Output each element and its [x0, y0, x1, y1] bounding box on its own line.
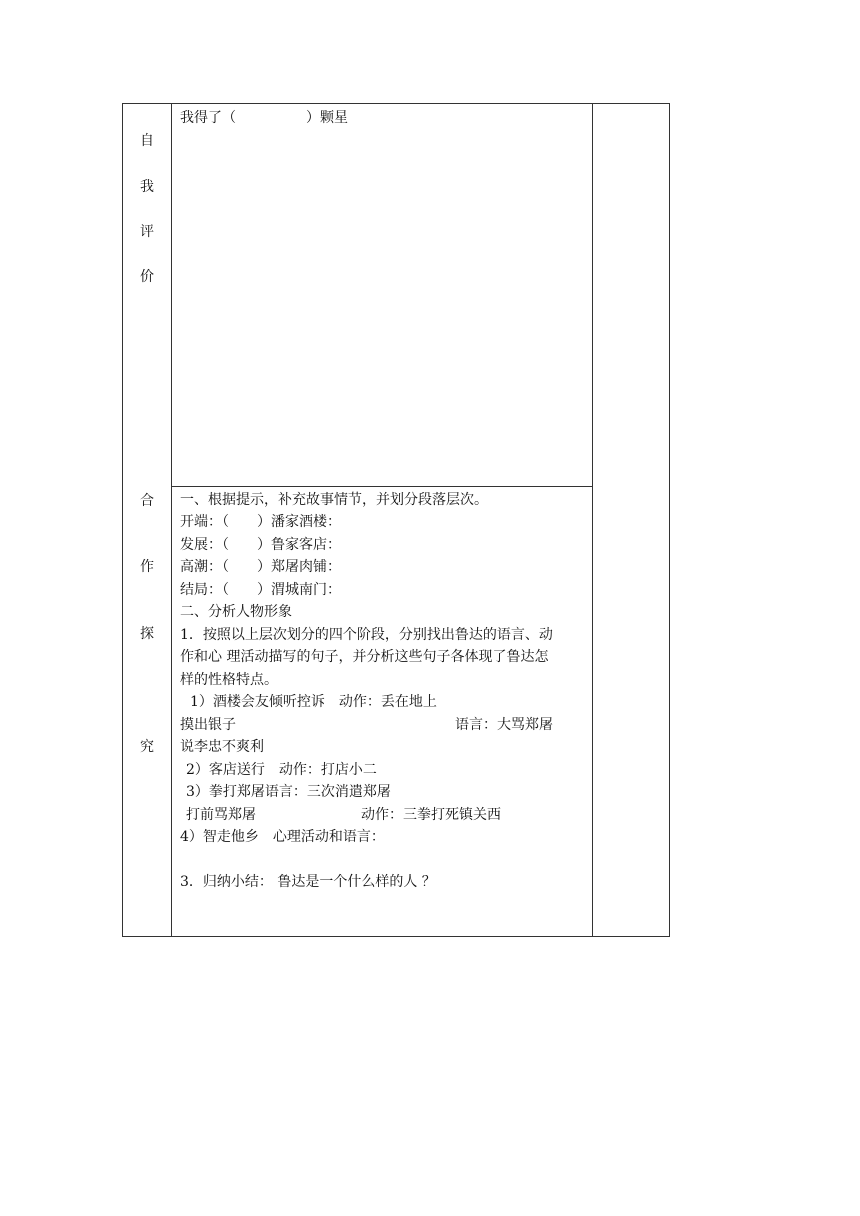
table-col-divider-1	[171, 103, 172, 937]
stage-four-heading: 4）智走他乡 心理活动和语言：	[180, 829, 385, 845]
stage-three-action: 动作：三拳打死镇关西	[361, 807, 501, 823]
table-border-bottom	[122, 936, 670, 937]
stage-one-speech-detail: 说李忠不爽利	[180, 739, 264, 755]
self-eval-label-char-4: 价	[140, 269, 154, 285]
stage-three-speech-detail: 打前骂郑屠	[186, 807, 256, 823]
plot-climax: 高潮：（ ）郑屠肉铺：	[180, 559, 341, 575]
self-eval-label-char-3: 评	[140, 224, 154, 240]
plot-opening: 开端：（ ）潘家酒楼：	[180, 514, 341, 530]
question-one-line-1: 1．按照以上层次划分的四个阶段，分别找出鲁达的语言、动	[180, 627, 553, 643]
coop-label-char-1: 合	[140, 493, 154, 509]
self-eval-label-char-2: 我	[140, 179, 154, 195]
stage-three-speech: 3）拳打郑屠语言：三次消遣郑屠	[186, 784, 391, 800]
question-one-line-2: 作和心 理活动描写的句子，并分析这些句子各体现了鲁达怎	[180, 649, 549, 665]
task-one-heading: 一、根据提示，补充故事情节，并划分段落层次。	[180, 492, 488, 508]
plot-development: 发展：（ ）鲁家客店：	[180, 537, 341, 553]
table-row-divider	[171, 486, 593, 487]
stage-two-action: 2）客店送行 动作：打店小二	[186, 762, 377, 778]
stage-one-action: 1）酒楼会友倾听控诉 动作：丢在地上	[190, 694, 437, 710]
coop-label-char-3: 探	[140, 626, 154, 642]
question-one-line-3: 样的性格特点。	[180, 672, 278, 688]
coop-label-char-4: 究	[140, 739, 154, 755]
table-col-divider-2	[592, 103, 593, 937]
summary-question: 3．归纳小结： 鲁达是一个什么样的人 ？	[180, 874, 436, 890]
coop-label-char-2: 作	[140, 559, 154, 575]
table-border-right	[669, 103, 670, 937]
stars-earned-text: 我得了（ ）颗星	[180, 110, 348, 126]
task-two-heading: 二、分析人物形象	[180, 604, 292, 620]
stage-one-action-detail: 摸出银子	[180, 717, 236, 733]
table-border-top	[122, 103, 670, 104]
self-eval-label-char-1: 自	[140, 133, 154, 149]
stage-one-speech: 语言：大骂郑屠	[455, 717, 553, 733]
plot-ending: 结局：（ ）渭城南门：	[180, 582, 341, 598]
